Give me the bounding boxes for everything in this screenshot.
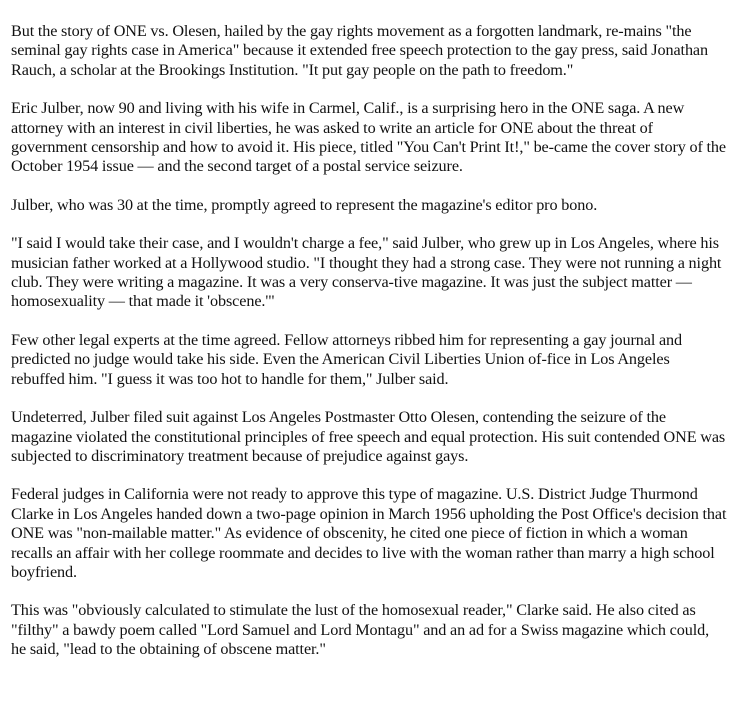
- paragraph-3: Julber, who was 30 at the time, promptly agreed to represent the magazine's editor pro bono.: [11, 195, 598, 214]
- paragraph-6: Undeterred, Julber filed suit against Los Angeles Postmaster Otto Olesen, contending the seizure of the magazine violated the constitutional principles of free speech and equal protection. His suit contended ONE was subjected to discriminatory treatment because of prejudice against gays.: [11, 408, 726, 465]
- paragraph-7: Federal judges in California were not ready to approve this type of magazine. U.S. District Judge Thurmond Clarke in Los Angeles handed down a two-page opinion in March 1956 upholding the Post Office's decision that ONE was "non-mailable matter." As evidence of obscenity, he cited one piece of fiction in which a woman recalls an affair with her college roommate and decides to live with the woman rather than marry a high school boyfriend.: [11, 485, 727, 581]
- paragraph-4: "I said I would take their case, and I wouldn't charge a fee," said Julber, who grew up in Los Angeles, where his musician father worked at a Hollywood studio. "I thought they had a strong case. They were not running a night club. They were writing a magazine. It was a very conserva-tive magazine. It was just the subject matter — homosexuality — that made it 'obscene.'": [11, 234, 722, 311]
- paragraph-8: This was "obviously calculated to stimulate the lust of the homosexual reader," Clarke said. He also cited as "filthy" a bawdy poem called "Lord Samuel and Lord Montagu" and an ad for a Swiss magazine which could, he said, "lead to the obtaining of obscene matter.": [11, 601, 710, 659]
- article-body: [11, 22, 727, 660]
- paragraph-1: But the story of ONE vs. Olesen, hailed by the gay rights movement as a forgotten landmark, re-mains "the seminal gay rights case in America" because it extended free speech protection to the gay press, said Jonathan Rauch, a scholar at the Brookings Institution. "It put gay people on the path to freedom.": [11, 22, 709, 79]
- paragraph-2: Eric Julber, now 90 and living with his wife in Carmel, Calif., is a surprising hero in the ONE saga. A new attorney with an interest in civil liberties, he was asked to write an article for ONE about the threat of government censorship and how to avoid it. His piece, titled "You Can't Print It!," be-came the cover story of the October 1954 issue — and the second target of a postal service seizure.: [11, 99, 726, 176]
- paragraph-5: Few other legal experts at the time agreed. Fellow attorneys ribbed him for representing a gay journal and predicted no judge would take his side. Even the American Civil Liberties Union of-fice in Los Angeles rebuffed him. "I guess it was too hot to handle for them," Julber said.: [11, 330, 683, 388]
